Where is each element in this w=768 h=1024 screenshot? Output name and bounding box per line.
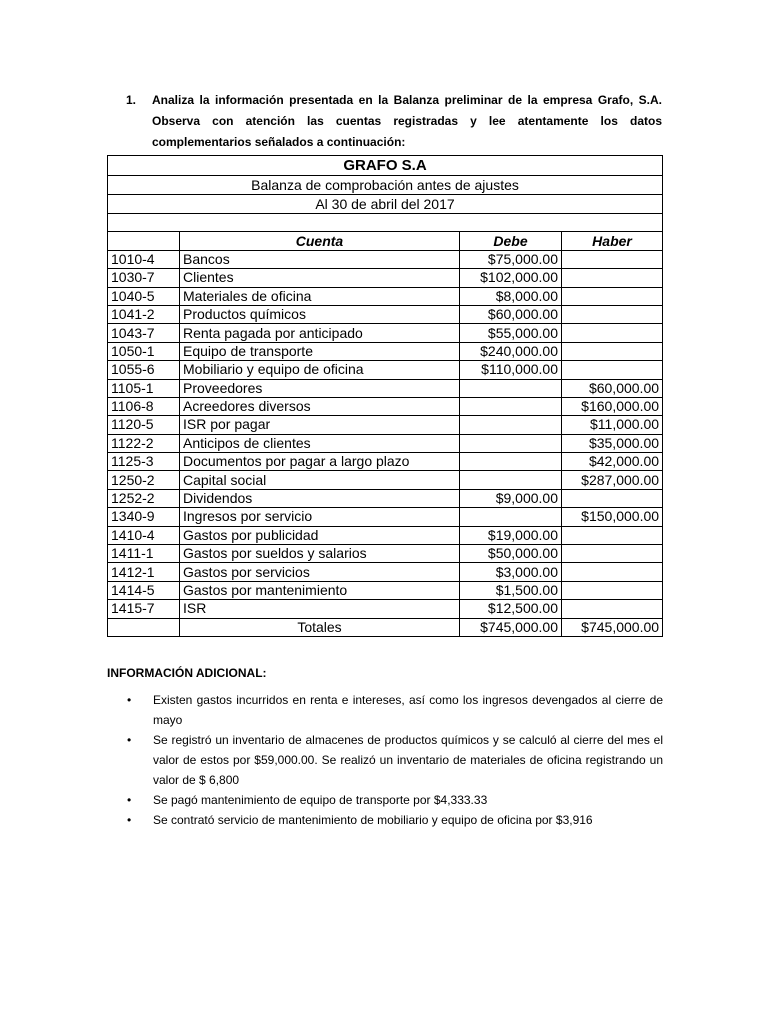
credit-amount: [562, 342, 663, 360]
table-row: [108, 324, 663, 342]
list-item-text: Se pagó mantenimiento de equipo de transporte por $4,333.33: [153, 793, 488, 807]
header-credit: Haber: [562, 232, 663, 250]
table-header-row: [108, 232, 663, 250]
credit-amount: [562, 489, 663, 507]
list-item: [107, 690, 663, 730]
credit-amount: [562, 361, 663, 379]
table-row: [108, 600, 663, 618]
instruction-text: Analiza la información presentada en la Balanza preliminar de la empresa Grafo, S.A. Observa con atención las cuentas registradas y lee atentamente los datos complementarios señalados a continuación:: [152, 93, 662, 149]
list-item: [107, 730, 663, 790]
account-code: 1106-8: [108, 397, 180, 415]
header-account: Cuenta: [180, 232, 460, 250]
table-row: [108, 342, 663, 360]
credit-amount: $11,000.00: [562, 416, 663, 434]
debit-amount: $9,000.00: [460, 489, 562, 507]
credit-amount: $287,000.00: [562, 471, 663, 489]
account-code: 1010-4: [108, 250, 180, 268]
table-row: [108, 397, 663, 415]
debit-amount: $110,000.00: [460, 361, 562, 379]
account-name: Mobiliario y equipo de oficina: [180, 361, 460, 379]
account-name: Renta pagada por anticipado: [180, 324, 460, 342]
totals-label: Totales: [180, 618, 460, 636]
credit-amount: [562, 287, 663, 305]
account-code: 1043-7: [108, 324, 180, 342]
credit-amount: [562, 563, 663, 581]
credit-amount: [562, 324, 663, 342]
table-row: [108, 471, 663, 489]
account-name: Bancos: [180, 250, 460, 268]
debit-amount: $55,000.00: [460, 324, 562, 342]
debit-amount: $1,500.00: [460, 581, 562, 599]
balance-date: Al 30 de abril del 2017: [108, 195, 663, 214]
debit-amount: $3,000.00: [460, 563, 562, 581]
credit-amount: [562, 305, 663, 323]
table-row: [108, 250, 663, 268]
account-name: Dividendos: [180, 489, 460, 507]
account-name: Productos químicos: [180, 305, 460, 323]
totals-credit: $745,000.00: [562, 618, 663, 636]
list-item: [107, 810, 663, 830]
credit-amount: [562, 526, 663, 544]
table-row: [108, 489, 663, 507]
trial-balance-table: [107, 155, 663, 637]
debit-amount: $75,000.00: [460, 250, 562, 268]
account-code: 1050-1: [108, 342, 180, 360]
table-row: [108, 508, 663, 526]
account-code: 1414-5: [108, 581, 180, 599]
account-code: 1410-4: [108, 526, 180, 544]
header-debit: Debe: [460, 232, 562, 250]
bullet-icon: •: [127, 693, 132, 707]
account-code: 1122-2: [108, 434, 180, 452]
account-name: Proveedores: [180, 379, 460, 397]
debit-amount: [460, 434, 562, 452]
credit-amount: $60,000.00: [562, 379, 663, 397]
spacer-row: [108, 214, 663, 232]
list-item: [107, 790, 663, 810]
header-code: [108, 232, 180, 250]
totals-row: [108, 618, 663, 636]
debit-amount: $12,500.00: [460, 600, 562, 618]
table-row: [108, 545, 663, 563]
table-row: [108, 379, 663, 397]
totals-code-cell: [108, 618, 180, 636]
account-code: 1412-1: [108, 563, 180, 581]
credit-amount: [562, 600, 663, 618]
account-name: Gastos por publicidad: [180, 526, 460, 544]
table-row: [108, 581, 663, 599]
table-row: [108, 563, 663, 581]
credit-amount: $150,000.00: [562, 508, 663, 526]
totals-debit: $745,000.00: [460, 618, 562, 636]
account-name: ISR: [180, 600, 460, 618]
instruction-number: 1.: [126, 93, 137, 107]
account-code: 1340-9: [108, 508, 180, 526]
table-row: [108, 434, 663, 452]
credit-amount: [562, 545, 663, 563]
account-name: Capital social: [180, 471, 460, 489]
account-code: 1125-3: [108, 453, 180, 471]
table-row: [108, 453, 663, 471]
credit-amount: $42,000.00: [562, 453, 663, 471]
credit-amount: $35,000.00: [562, 434, 663, 452]
account-code: 1252-2: [108, 489, 180, 507]
bullet-icon: •: [127, 793, 132, 807]
additional-info-list: [107, 690, 663, 830]
debit-amount: $8,000.00: [460, 287, 562, 305]
account-name: Acreedores diversos: [180, 397, 460, 415]
debit-amount: $19,000.00: [460, 526, 562, 544]
credit-amount: [562, 269, 663, 287]
account-code: 1041-2: [108, 305, 180, 323]
debit-amount: [460, 453, 562, 471]
debit-amount: $50,000.00: [460, 545, 562, 563]
table-row: [108, 361, 663, 379]
account-name: Gastos por mantenimiento: [180, 581, 460, 599]
debit-amount: $240,000.00: [460, 342, 562, 360]
table-row: [108, 305, 663, 323]
additional-info-title: INFORMACIÓN ADICIONAL:: [107, 666, 267, 680]
table-row: [108, 526, 663, 544]
account-code: 1105-1: [108, 379, 180, 397]
table-row: [108, 269, 663, 287]
debit-amount: $102,000.00: [460, 269, 562, 287]
account-code: 1415-7: [108, 600, 180, 618]
list-item-text: Existen gastos incurridos en renta e intereses, así como los ingresos devengados al cierre de mayo: [153, 693, 663, 727]
instruction-paragraph: [126, 90, 662, 153]
account-code: 1030-7: [108, 269, 180, 287]
credit-amount: [562, 250, 663, 268]
debit-amount: [460, 397, 562, 415]
debit-amount: [460, 416, 562, 434]
debit-amount: [460, 379, 562, 397]
bullet-icon: •: [127, 813, 132, 827]
account-code: 1120-5: [108, 416, 180, 434]
account-name: Clientes: [180, 269, 460, 287]
account-code: 1250-2: [108, 471, 180, 489]
account-name: Ingresos por servicio: [180, 508, 460, 526]
account-name: ISR por pagar: [180, 416, 460, 434]
account-name: Gastos por sueldos y salarios: [180, 545, 460, 563]
debit-amount: $60,000.00: [460, 305, 562, 323]
account-code: 1040-5: [108, 287, 180, 305]
credit-amount: [562, 581, 663, 599]
account-name: Materiales de oficina: [180, 287, 460, 305]
list-item-text: Se registró un inventario de almacenes de productos químicos y se calculó al cierre del mes el valor de estos por $59,000.00. Se realizó un inventario de materiales de oficina registrando un valor de $ 6,800: [153, 733, 663, 787]
table-row: [108, 416, 663, 434]
table-row: [108, 287, 663, 305]
account-name: Anticipos de clientes: [180, 434, 460, 452]
bullet-icon: •: [127, 733, 132, 747]
balance-title: Balanza de comprobación antes de ajustes: [108, 176, 663, 195]
credit-amount: $160,000.00: [562, 397, 663, 415]
list-item-text: Se contrató servicio de mantenimiento de mobiliario y equipo de oficina por $3,916: [153, 813, 593, 827]
debit-amount: [460, 508, 562, 526]
account-name: Equipo de transporte: [180, 342, 460, 360]
company-name: GRAFO S.A: [108, 156, 663, 176]
account-name: Gastos por servicios: [180, 563, 460, 581]
debit-amount: [460, 471, 562, 489]
account-name: Documentos por pagar a largo plazo: [180, 453, 460, 471]
account-code: 1411-1: [108, 545, 180, 563]
account-code: 1055-6: [108, 361, 180, 379]
